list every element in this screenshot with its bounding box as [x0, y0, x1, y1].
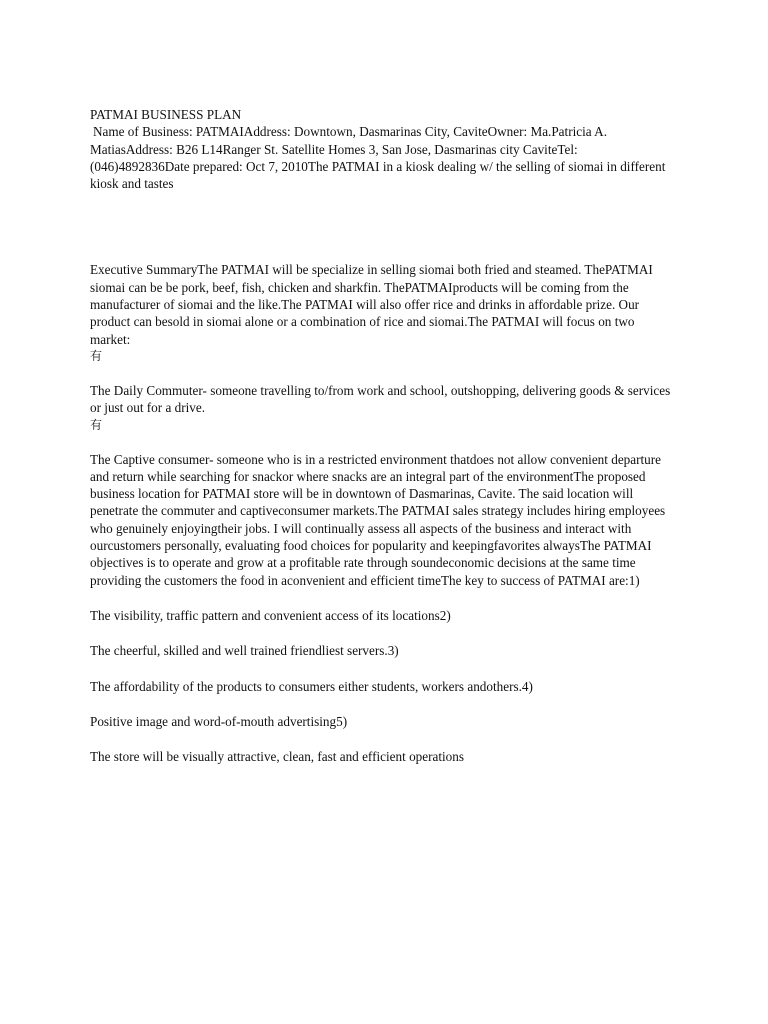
spacer	[90, 624, 676, 642]
spacer	[90, 192, 676, 261]
business-info-paragraph: Name of Business: PATMAIAddress: Downtown, Dasmarinas City, CaviteOwner: Ma.Patricia A. MatiasAddress: B26 L14Ranger St. Satellite Homes 3, San Jose, Dasmarinas city CaviteTel: (046)4892836Date prepared: Oct 7, 2010The PATMAI in a kiosk dealing w/ the selling of siomai in different kiosk and tastes	[90, 124, 666, 192]
glyph-marker: 有	[90, 417, 103, 432]
spacer	[90, 730, 676, 748]
document-title: PATMAI BUSINESS PLAN	[90, 107, 242, 122]
success-item: The affordability of the products to consumers either students, workers andothers.4)	[90, 678, 533, 694]
executive-summary-paragraph: Executive SummaryThe PATMAI will be specialize in selling siomai both fried and steamed. ThePATMAI siomai can be be pork, beef, fish, chicken and sharkfin. ThePATMAIproducts will be coming from the manufacturer of siomai and the like.The PATMAI will also offer rice and drinks in affordable prize. Our product can besold in siomai alone or a combination of rice and siomai.The PATMAI will focus on two market:	[90, 262, 653, 347]
glyph-marker: 有	[90, 348, 103, 363]
success-item: The visibility, traffic pattern and convenient access of its locations2)	[90, 607, 451, 623]
success-item: The store will be visually attractive, clean, fast and efficient operations	[90, 749, 464, 765]
captive-consumer-paragraph: The Captive consumer- someone who is in a restricted environment thatdoes not allow convenient departure and return while searching for snackor where snacks are an integral part of the environmentThe proposed business location for PATMAI store will be in downtown of Dasmarinas, Cavite. The said location will penetrate the commuter and captiveconsumer markets.The PATMAI sales strategy includes hiring employees who genuinely enjoyingtheir jobs. I will continually assess all aspects of the business and interact with ourcustomers personally, evaluating food choices for popularity and keepingfavorites alwaysThe PATMAI objectives is to operate and grow at a profitable rate through soundeconomic decisions at the same time providing the customers the food in aconvenient and efficient timeThe key to success of PATMAI are:1)	[90, 451, 666, 588]
daily-commuter-paragraph: The Daily Commuter- someone travelling to/from work and school, outshopping, delivering goods & services or just out for a drive.	[90, 382, 671, 416]
spacer	[90, 589, 676, 607]
spacer	[90, 660, 676, 678]
spacer	[90, 434, 676, 451]
success-item: The cheerful, skilled and well trained friendliest servers.3)	[90, 643, 399, 659]
document-page	[90, 106, 676, 765]
spacer	[90, 695, 676, 713]
success-item: Positive image and word-of-mouth advertising5)	[90, 713, 348, 729]
spacer	[90, 365, 676, 382]
